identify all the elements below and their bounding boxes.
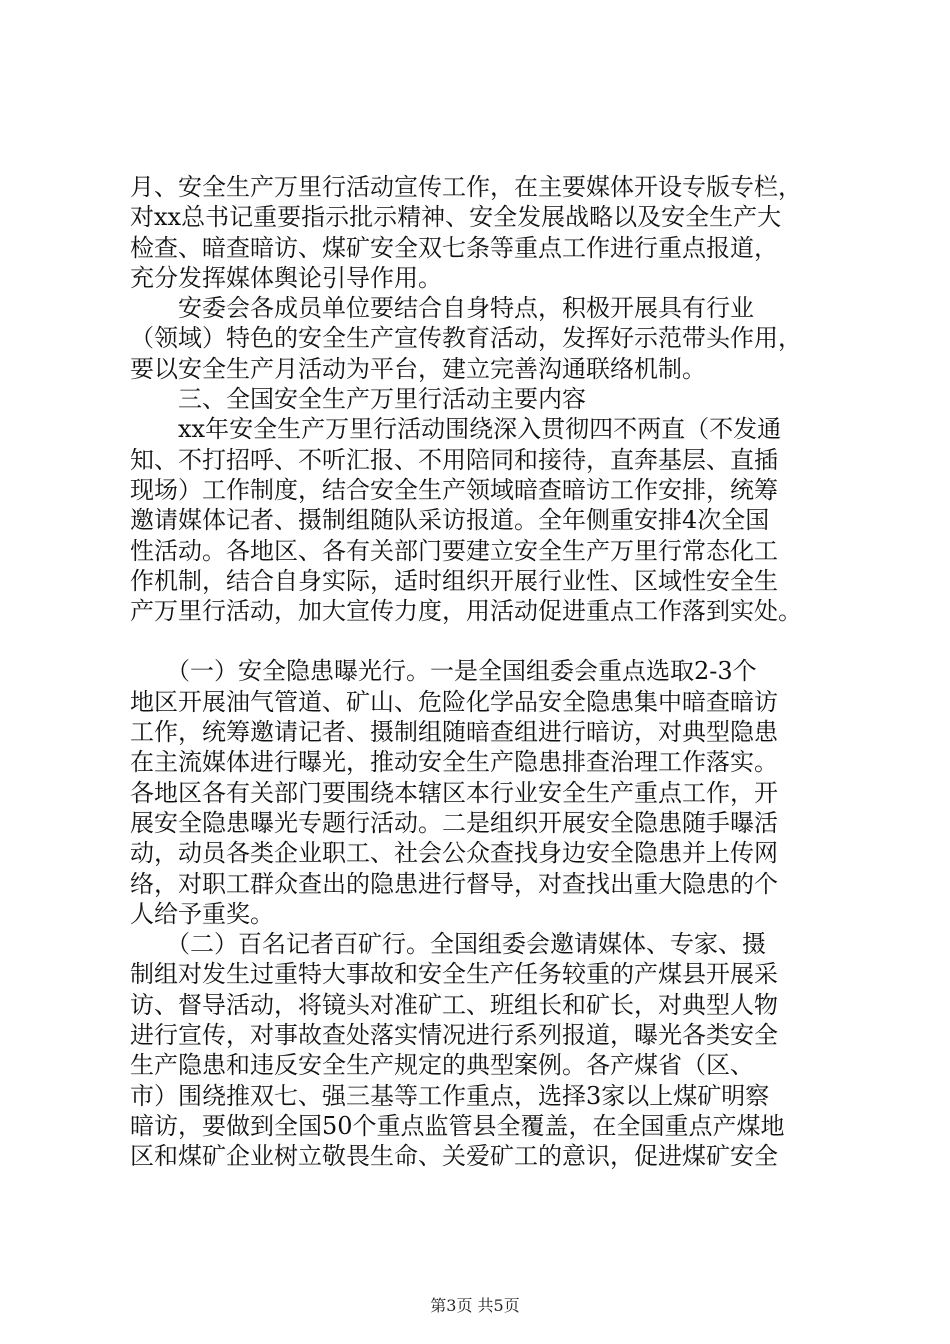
text-line: 对xx总书记重要指示批示精神、安全发展战略以及安全生产大 [130,203,782,232]
text-line: 制组对发生过重特大事故和安全生产任务较重的产煤县开展采 [130,960,778,989]
paragraph [130,414,850,626]
text-line: 人给予重奖。 [130,899,274,928]
text-line: 地区开展油气管道、矿山、危险化学品安全隐患集中暗查暗访 [130,687,778,716]
text-line: 现场）工作制度，结合安全生产领域暗查暗访工作安排，统筹 [130,475,778,504]
text-line: 各地区各有关部门要围绕本辖区本行业安全生产重点工作，开 [130,778,778,807]
text-line: 要以安全生产月活动为平台，建立完善沟通联络机制。 [130,354,706,383]
text-line: 邀请媒体记者、摄制组随队采访报道。全年侧重安排4次全国 [130,506,770,535]
text-line: xx年安全生产万里行活动围绕深入贯彻四不两直（不发通 [130,415,782,444]
text-line: 访、督导活动，将镜头对准矿工、班组长和矿长，对典型人物 [130,990,778,1019]
text-line: 检查、暗查暗访、煤矿安全双七条等重点工作进行重点报道， [130,233,778,262]
text-line: （领域）特色的安全生产宣传教育活动，发挥好示范带头作用， [130,324,802,353]
page-footer: 第3页 共5页 [430,1296,520,1315]
text-line: 络，对职工群众查出的隐患进行督导，对查找出重大隐患的个 [130,869,778,898]
text-line: 产万里行活动，加大宣传力度，用活动促进重点工作落到实处。 [130,597,802,626]
text-line: 进行宣传，对事故查处落实情况进行系列报道，曝光各类安全 [130,1021,778,1050]
text-line: 知、不打招呼、不听汇报、不用陪同和接待，直奔基层、直插 [130,445,778,474]
text-line: 充分发挥媒体舆论引导作用。 [130,263,442,292]
text-line: 性活动。各地区、各有关部门要建立安全生产万里行常态化工 [130,536,778,565]
paragraph-gap [130,626,850,656]
text-line: （二）百名记者百矿行。全国组委会邀请媒体、专家、摄 [130,930,766,959]
text-line: 动，动员各类企业职工、社会公众查找身边安全隐患并上传网 [130,839,778,868]
paragraph [130,293,850,384]
text-line: 作机制，结合自身实际，适时组织开展行业性、区域性安全生 [130,566,778,595]
text-line: 在主流媒体进行曝光，推动安全生产隐患排查治理工作落实。 [130,748,778,777]
text-line: 三、全国安全生产万里行活动主要内容 [130,385,586,414]
text-line: （一）安全隐患曝光行。一是全国组委会重点选取2-3个 [130,657,757,686]
section-heading [130,384,850,414]
text-line: 安委会各成员单位要结合自身特点，积极开展具有行业 [130,294,754,323]
paragraph [130,929,850,1171]
document-body [130,172,850,1172]
paragraph [130,656,850,929]
paragraph [130,172,850,293]
text-line: 生产隐患和违反安全生产规定的典型案例。各产煤省（区、 [130,1051,754,1080]
text-line: 暗访，要做到全国50个重点监管县全覆盖，在全国重点产煤地 [130,1111,785,1140]
text-line: 区和煤矿企业树立敬畏生命、关爱矿工的意识，促进煤矿安全 [130,1142,778,1171]
text-line: 市）围绕推双七、强三基等工作重点，选择3家以上煤矿明察 [130,1081,770,1110]
text-line: 展安全隐患曝光专题行活动。二是组织开展安全隐患随手曝活 [130,808,778,837]
text-line: 月、安全生产万里行活动宣传工作，在主要媒体开设专版专栏， [130,173,802,201]
text-line: 工作，统筹邀请记者、摄制组随暗查组进行暗访，对典型隐患 [130,718,778,747]
